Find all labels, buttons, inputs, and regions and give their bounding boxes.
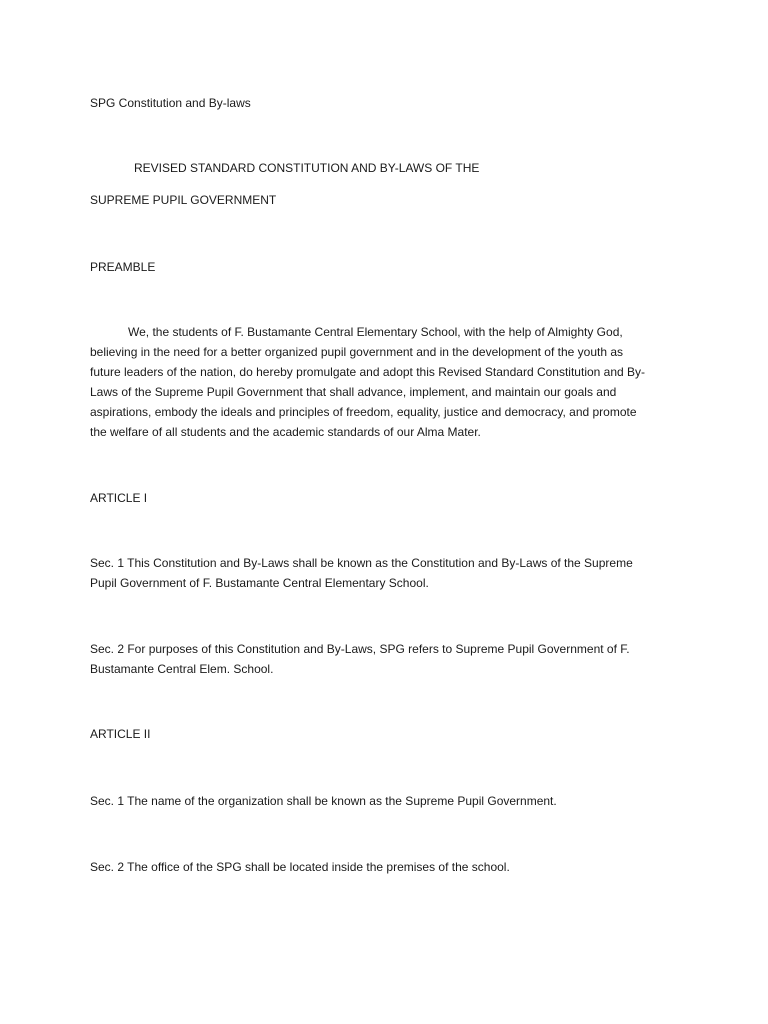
- document-title-line-2: SUPREME PUPIL GOVERNMENT: [90, 193, 277, 207]
- preamble-line: Laws of the Supreme Pupil Government that shall advance, implement, and maintain our goals and: [90, 385, 617, 399]
- article-1-heading: ARTICLE I: [90, 491, 148, 505]
- article-2-section-2: Sec. 2 The office of the SPG shall be located inside the premises of the school.: [90, 860, 510, 874]
- article-1-section-2: [90, 639, 680, 679]
- document-title-line-1: REVISED STANDARD CONSTITUTION AND BY-LAWS OF THE: [134, 161, 480, 175]
- preamble-paragraph: [90, 322, 680, 442]
- section-line: Sec. 2 For purposes of this Constitution and By-Laws, SPG refers to Supreme Pupil Government of F.: [90, 642, 630, 656]
- preamble-heading: PREAMBLE: [90, 260, 156, 274]
- article-1-section-1: [90, 553, 680, 593]
- section-line: Bustamante Central Elem. School.: [90, 662, 274, 676]
- preamble-line: believing in the need for a better organized pupil government and in the development of the youth as: [90, 345, 624, 359]
- article-2-heading: ARTICLE II: [90, 727, 151, 741]
- preamble-line: We, the students of F. Bustamante Central Elementary School, with the help of Almighty God,: [128, 325, 623, 339]
- section-line: Pupil Government of F. Bustamante Central Elementary School.: [90, 576, 429, 590]
- preamble-line: the welfare of all students and the academic standards of our Alma Mater.: [90, 425, 481, 439]
- preamble-line: future leaders of the nation, do hereby promulgate and adopt this Revised Standard Constitution and By-: [90, 365, 646, 379]
- article-2-section-1: Sec. 1 The name of the organization shall be known as the Supreme Pupil Government.: [90, 794, 557, 808]
- document-header: SPG Constitution and By-laws: [90, 96, 251, 110]
- preamble-line: aspirations, embody the ideals and principles of freedom, equality, justice and democracy, and promote: [90, 405, 637, 419]
- section-line: Sec. 1 This Constitution and By-Laws shall be known as the Constitution and By-Laws of the Supreme: [90, 556, 633, 570]
